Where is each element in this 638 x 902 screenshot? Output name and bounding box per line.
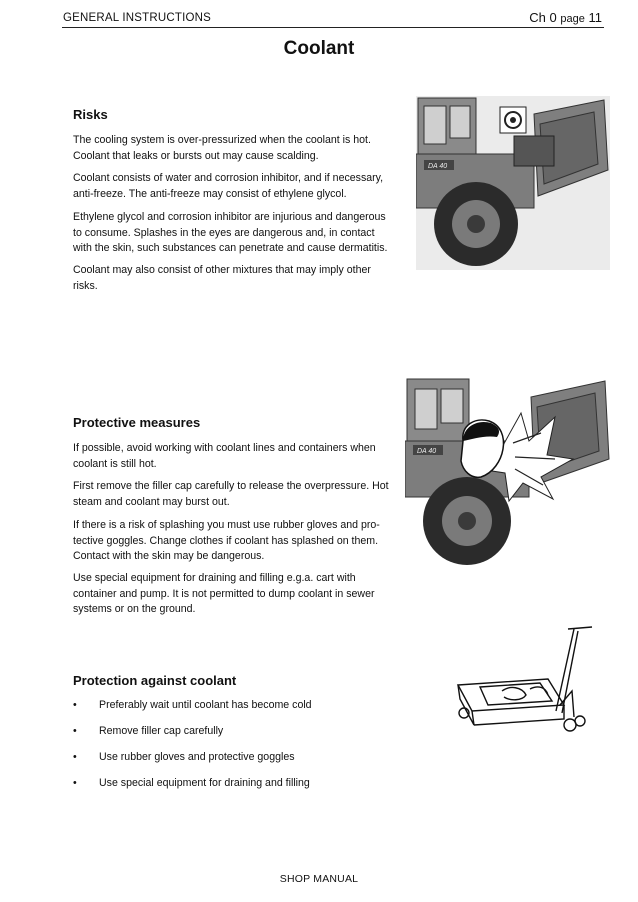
warning-symbol — [500, 107, 526, 133]
protective-heading: Protective measures — [73, 415, 201, 430]
risks-paragraph: Coolant may also consist of other mixtures that may imply other risks. — [73, 264, 371, 292]
header-section-title: GENERAL INSTRUCTIONS — [63, 12, 211, 24]
list-item — [73, 751, 403, 777]
header-chapter: Ch 0 — [529, 10, 557, 25]
protective-paragraph: Use special equipment for draining and filling e.g.a. cart with container and pump. It is not permitted to dump coolant in sewer systems or on the ground. — [73, 572, 375, 615]
truck-engine-figure — [416, 96, 610, 270]
protective-paragraph: If there is a risk of splashing you must use rubber gloves and pro-tective goggles. Change clothes if coolant has splashed on them. Contact with the skin may be dangerous. — [73, 519, 380, 562]
header-page-ref — [529, 10, 602, 25]
bullet: • — [73, 725, 77, 737]
header-page-number: 11 — [588, 10, 602, 25]
list-item — [73, 725, 403, 751]
list-item-text: Remove filler cap carefully — [99, 725, 224, 737]
page-title: Coolant — [283, 38, 355, 59]
coolant-cart-figure — [452, 625, 602, 737]
list-item — [73, 699, 403, 725]
truck-model-label: DA 40 — [417, 448, 437, 455]
risks-paragraph: The cooling system is over-pressurized when the coolant is hot. Coolant that leaks or bursts out may cause scalding. — [73, 134, 371, 162]
list-item-text: Use rubber gloves and protective goggles — [99, 751, 295, 763]
protection-list — [73, 699, 403, 803]
risks-heading: Risks — [73, 107, 108, 122]
steam-hazard-figure — [405, 373, 613, 569]
risks-paragraph: Ethylene glycol and corrosion inhibitor are injurious and dangerous to consume. Splashes in the eyes are dangerous and, in contact with the skin, such substances can penetrate and cause dermatitis. — [73, 211, 388, 254]
list-item-text: Preferably wait until coolant has become cold — [99, 699, 312, 711]
footer: SHOP MANUAL — [279, 873, 359, 885]
protective-paragraph: If possible, avoid working with coolant lines and containers when coolant is still hot. — [73, 442, 376, 470]
bullet: • — [73, 751, 77, 763]
list-item — [73, 777, 403, 803]
risks-paragraph: Coolant consists of water and corrosion inhibitor, and if necessary, anti-freeze. The anti-freeze may consist of ethylene glycol. — [73, 172, 384, 200]
list-item-text: Use special equipment for draining and filling — [99, 777, 310, 789]
protective-paragraph: First remove the filler cap carefully to release the overpressure. Hot steam and coolant may burst out. — [73, 480, 389, 508]
header-page-label: page — [560, 13, 585, 25]
header-rule — [62, 27, 604, 28]
bullet: • — [73, 777, 77, 789]
truck-model-label: DA 40 — [428, 163, 448, 170]
bullet: • — [73, 699, 77, 711]
protection-heading: Protection against coolant — [73, 673, 237, 688]
